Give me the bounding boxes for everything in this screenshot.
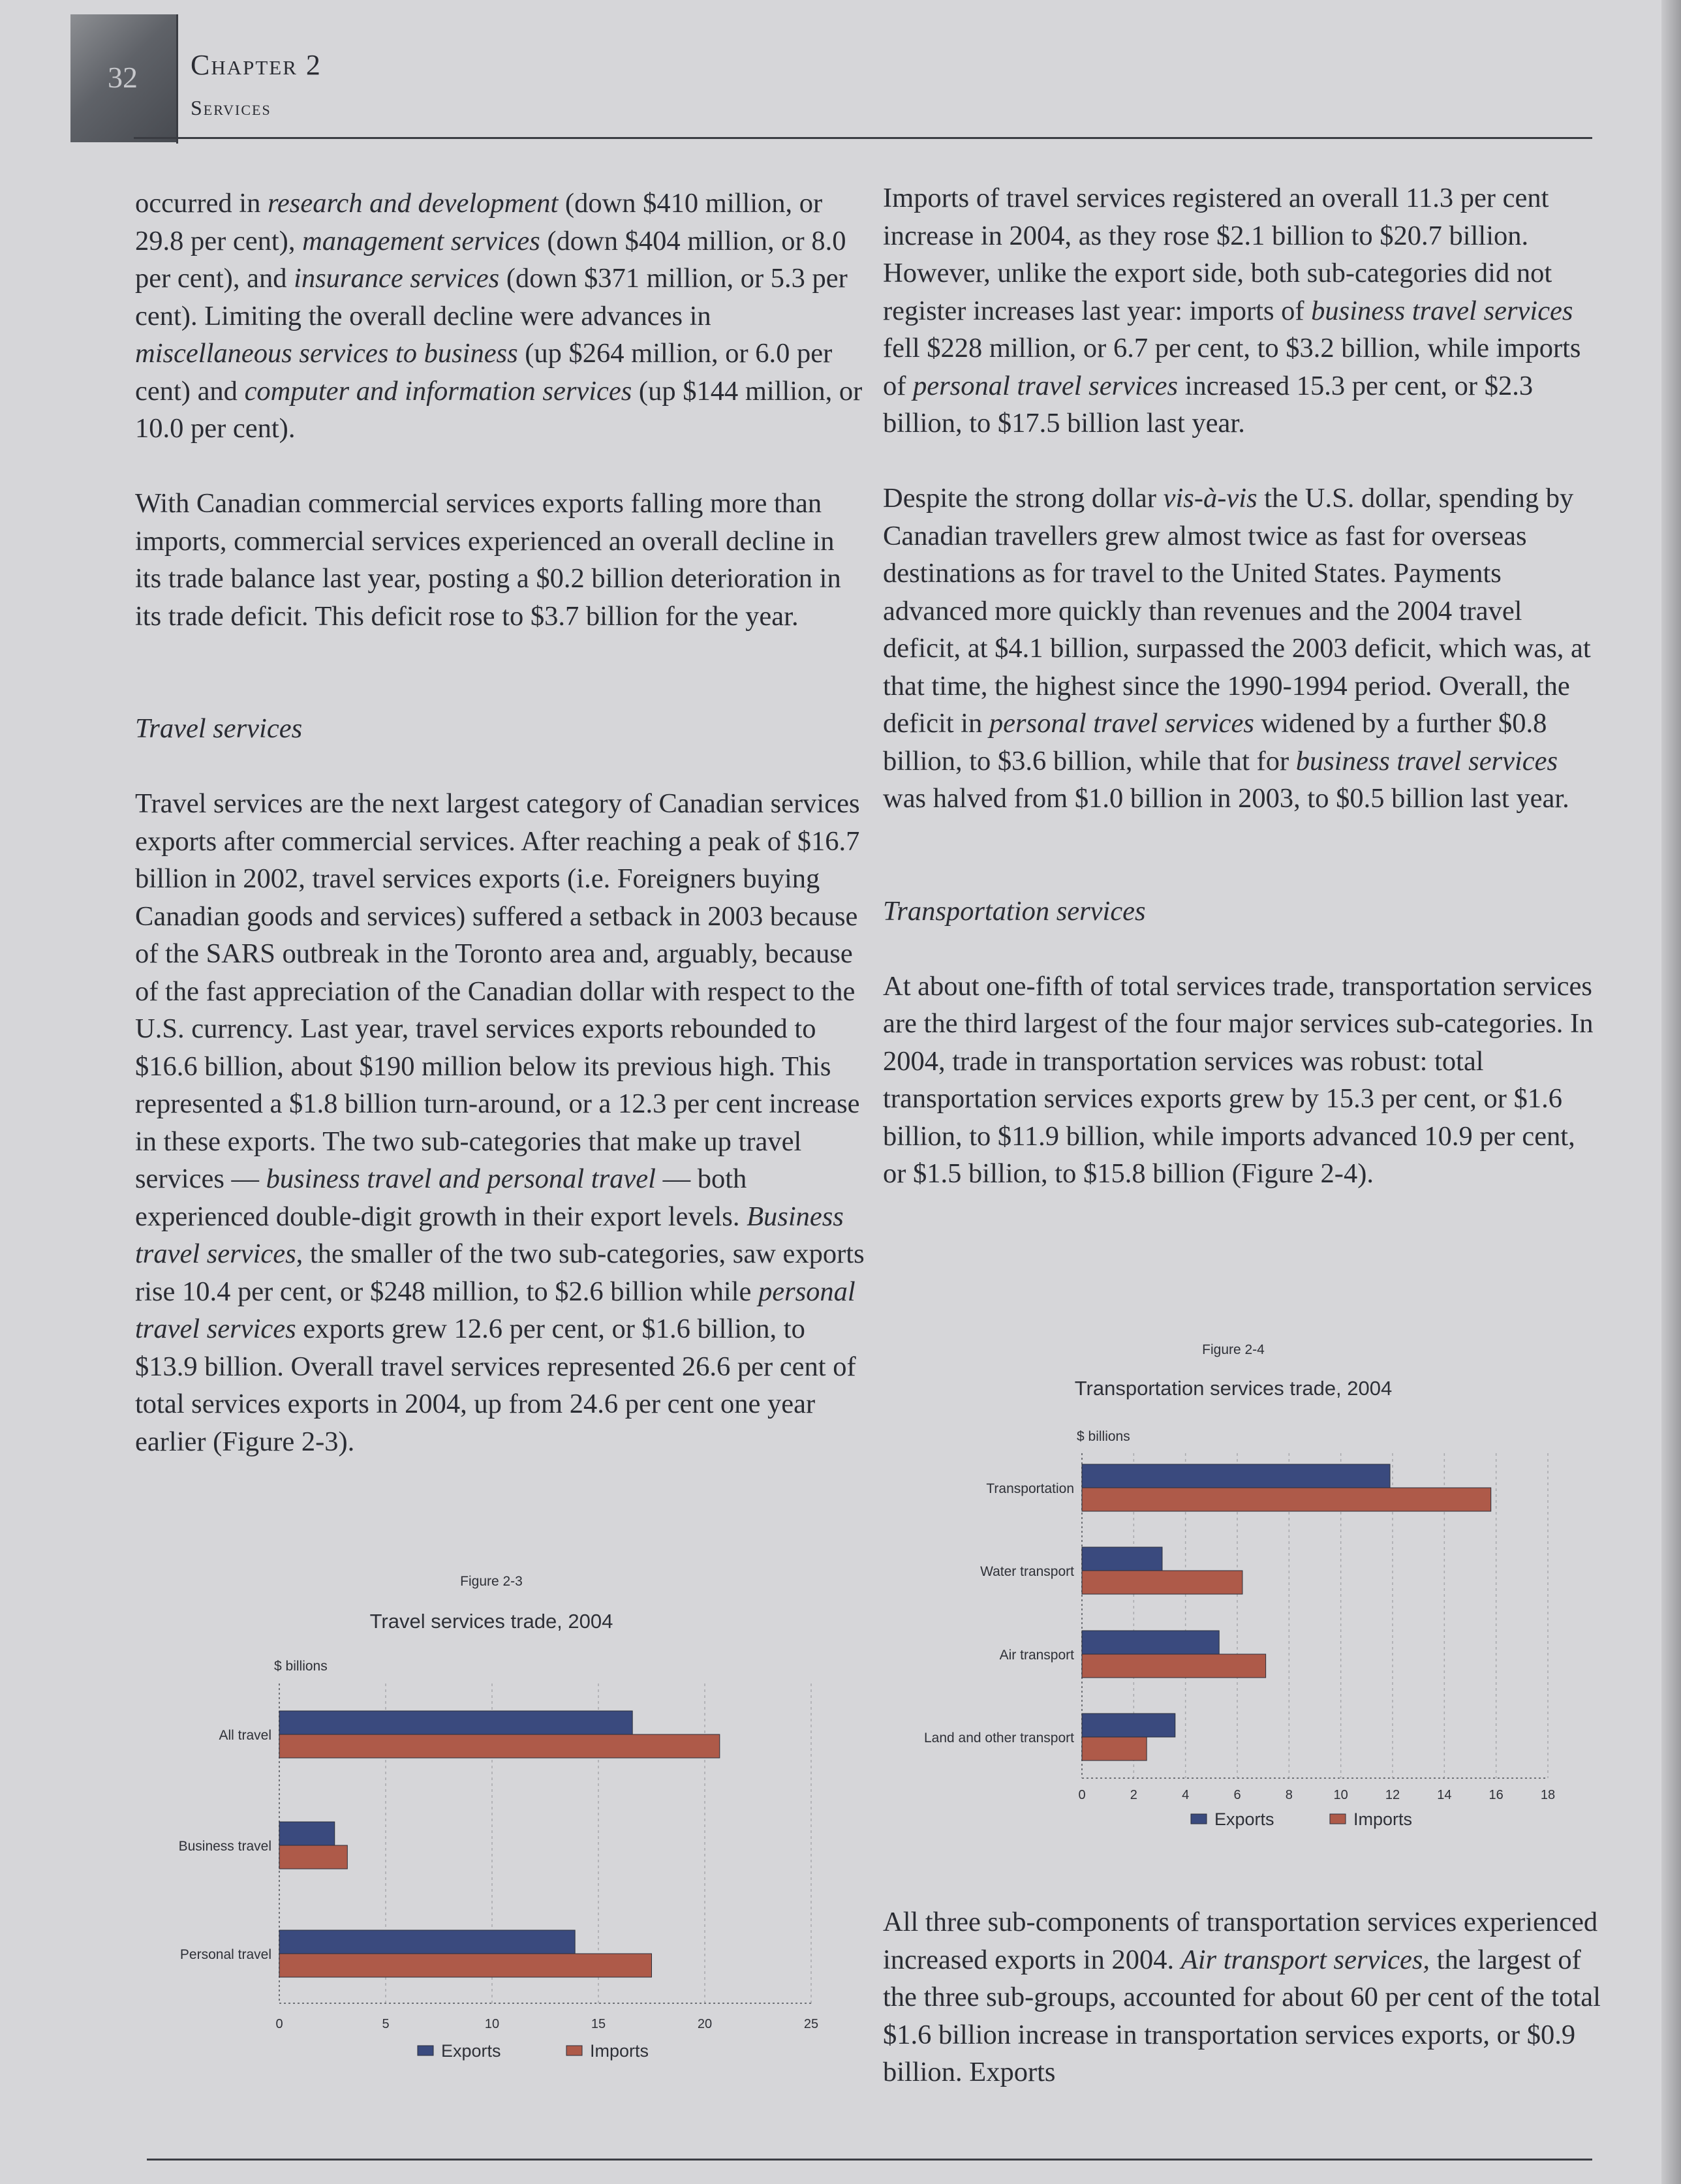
bar-imports-personal-travel [279, 1954, 652, 1977]
paragraph-travel-imports [883, 179, 1601, 442]
paragraph-transport-subcomponents [883, 1903, 1601, 2091]
category-label-personal-travel: Personal travel [179, 1947, 271, 1962]
bar-exports-personal-travel [279, 1930, 575, 1954]
bar-imports-water-transport [1082, 1571, 1242, 1594]
italic-term: research and development [267, 188, 559, 219]
legend-label-imports: Imports [1353, 1809, 1413, 1829]
text-run: , the smaller of the two sub-categories, saw exports rise 10.4 per cent, or $248 million, to $2.6 billion while [135, 1238, 865, 1307]
text-run: exports grew 12.6 per cent, or $1.6 billion, to $13.9 billion. Overall travel services represented 26.6 per cent of total services exports in 2004, up from 24.6 per cent one year earlier (Figure 2-3). [135, 1314, 856, 1457]
text-run: (down $410 million, or 29.8 per cent), [135, 188, 823, 256]
x-tick-label: 20 [697, 2017, 713, 2031]
legend-swatch-exports [418, 2046, 433, 2055]
paragraph-travel-exports [135, 785, 866, 1460]
bar-exports-land-and-other-transport [1082, 1714, 1175, 1737]
legend-swatch-imports [1330, 1814, 1346, 1824]
italic-term: Air transport services, [1180, 1944, 1430, 1975]
x-tick-label: 16 [1488, 1788, 1504, 1802]
bar-exports-water-transport [1082, 1547, 1162, 1571]
legend-label-imports: Imports [590, 2041, 649, 2061]
bar-imports-business-travel [279, 1845, 347, 1869]
paragraph-travel-deficit [883, 480, 1601, 818]
unit-label: $ billions [274, 1659, 328, 1674]
text-run: fell $228 million, or 6.7 per cent, to $3.2 billion, while imports of [883, 333, 1581, 401]
x-tick-label: 5 [382, 2017, 390, 2031]
x-tick-label: 10 [484, 2017, 500, 2031]
italic-term: personal travel services [913, 370, 1179, 401]
bar-exports-all-travel [279, 1711, 632, 1734]
italic-term: business travel services [1295, 745, 1558, 777]
category-label-water-transport: Water transport [980, 1564, 1074, 1579]
bar-imports-land-and-other-transport [1082, 1737, 1147, 1761]
category-label-all-travel: All travel [219, 1728, 271, 1743]
x-tick-label: 18 [1540, 1788, 1556, 1802]
text-run: Despite the strong dollar [883, 483, 1164, 514]
category-label-business-travel: Business travel [178, 1839, 271, 1854]
paragraph-commercial-declines [135, 185, 866, 448]
bar-exports-transportation [1082, 1464, 1390, 1488]
italic-term: Business travel services [135, 1201, 844, 1269]
chapter-title: Chapter 2 [191, 49, 322, 81]
right-column [883, 179, 1601, 1193]
text-run: was halved from $1.0 billion in 2003, to $0.5 billion last year. [883, 783, 1569, 814]
x-tick-label: 4 [1182, 1788, 1190, 1802]
text-run: occurred in [135, 188, 268, 219]
bar-exports-business-travel [279, 1822, 335, 1845]
category-label-transportation: Transportation [986, 1481, 1074, 1496]
category-label-air-transport: Air transport [999, 1648, 1074, 1663]
x-tick-label: 0 [275, 2017, 283, 2031]
x-tick-label: 8 [1285, 1788, 1293, 1802]
x-tick-label: 15 [591, 2017, 606, 2031]
italic-term: personal travel services [989, 708, 1254, 739]
right-column-bottom [883, 1903, 1601, 2091]
text-run: (down $404 million, or 8.0 per cent), and [135, 225, 846, 294]
left-column [135, 185, 866, 1460]
italic-term: miscellaneous services to business [135, 338, 518, 369]
heading-travel-services: Travel services [135, 713, 303, 744]
text-run: Travel services are the next largest category of Canadian services exports after commercial services. After reaching a peak of $16.7 billion in 2002, travel services exports (i.e. Foreigners buying Canadian goods and services) suffered a setback in 2003 because of the SARS outbreak in the Toronto area and, arguably, because of the fast appreciation of the Canadian dollar with respect to the U.S. currency. Last year, travel services exports rebounded to $16.6 billion, about $190 million below its previous high. This represented a $1.8 billion turn-around, or a 12.3 per cent increase in these exports. The two sub-categories that make up travel services — [135, 788, 860, 1194]
text-run: the U.S. dollar, spending by Canadian travellers grew almost twice as fast for overseas destinations as for travel to the United States. Payments advanced more quickly than revenues and the 2004 travel deficit, at $4.1 billion, surpassed the 2003 deficit, which was, at that time, the highest since the 1990-1994 period. Overall, the deficit in [883, 483, 1591, 739]
italic-term: business travel services [1311, 295, 1573, 326]
footer-rule [147, 2159, 1592, 2161]
italic-term: vis-à-vis [1163, 483, 1257, 514]
bar-imports-air-transport [1082, 1654, 1266, 1678]
italic-term: business travel and personal travel [266, 1163, 656, 1194]
italic-term: personal travel services [135, 1276, 856, 1344]
heading-transportation-services: Transportation services [883, 895, 1146, 927]
category-label-land-and-other-transport: Land and other transport [924, 1730, 1074, 1746]
x-tick-label: 25 [803, 2017, 819, 2031]
page-number: 32 [108, 61, 138, 94]
figure-2-4-chart [874, 1334, 1599, 1843]
paragraph-transportation-trade: At about one-fifth of total services trade, transportation services are the third largest of the four major services sub-categories. In 2004, trade in transportation services was robust: total transportation services exports grew by 15.3 per cent, or $1.6 billion, to $11.9 billion, while imports advanced 10.9 per cent, or $1.5 billion, to $15.8 billion (Figure 2-4). [883, 970, 1594, 1189]
legend-label-exports: Exports [441, 2041, 501, 2061]
page-edge-shadow [1661, 0, 1681, 2184]
text-run: widened by a further $0.8 billion, to $3.6 billion, while that for [883, 708, 1547, 777]
text-run: Imports of travel services registered an overall 11.3 per cent increase in 2004, as they rose $2.1 billion to $20.7 billion. However, unlike the export side, both sub-categories did not register increases last year: imports of [883, 183, 1552, 326]
figure-label: Figure 2-3 [460, 1574, 523, 1589]
x-tick-label: 10 [1333, 1788, 1348, 1802]
italic-term: management services [302, 225, 540, 256]
legend-swatch-imports [566, 2046, 582, 2055]
header-rule [134, 137, 1592, 139]
header-divider [176, 14, 178, 144]
text-run: (up $144 million, or 10.0 per cent). [135, 375, 863, 444]
text-run: increased 15.3 per cent, or $2.3 billion, to $17.5 billion last year. [883, 370, 1534, 438]
text-run: the largest of the three sub-groups, accounted for about 60 per cent of the total $1.6 billion increase in transportation services exports, or $0.9 billion. Exports [883, 1944, 1601, 2087]
x-tick-label: 0 [1078, 1788, 1086, 1802]
figure-label: Figure 2-4 [1202, 1342, 1265, 1357]
text-run: (down $371 million, or 5.3 per cent). Limiting the overall decline were advances in [135, 263, 848, 331]
legend-label-exports: Exports [1214, 1809, 1274, 1829]
bar-imports-all-travel [279, 1734, 720, 1758]
chart-title: Travel services trade, 2004 [369, 1610, 613, 1633]
x-tick-label: 14 [1437, 1788, 1452, 1802]
italic-term: computer and information services [244, 375, 632, 407]
figure-2-3-svg [144, 1566, 861, 2075]
unit-label: $ billions [1077, 1429, 1130, 1444]
bar-exports-air-transport [1082, 1631, 1219, 1654]
paragraph-commercial-balance: With Canadian commercial services exports falling more than imports, commercial services experienced an overall decline in its trade balance last year, posting a $0.2 billion deterioration in its trade deficit. This deficit rose to $3.7 billion for the year. [135, 488, 841, 632]
figure-2-3-chart [144, 1566, 861, 2075]
x-tick-label: 6 [1233, 1788, 1241, 1802]
legend-swatch-exports [1191, 1814, 1207, 1824]
x-tick-label: 2 [1130, 1788, 1137, 1802]
figure-2-4-svg [874, 1334, 1599, 1843]
x-tick-label: 12 [1385, 1788, 1400, 1802]
text-run: All three sub-components of transportation services experienced increased exports in 2004. [883, 1907, 1598, 1975]
section-title: Services [191, 96, 271, 119]
bar-imports-transportation [1082, 1488, 1491, 1511]
italic-term: insurance services [294, 263, 500, 294]
chart-title: Transportation services trade, 2004 [1074, 1377, 1393, 1400]
text-run: — both experienced double-digit growth in their export levels. [135, 1163, 747, 1232]
text-run: (up $264 million, or 6.0 per cent) and [135, 338, 833, 407]
